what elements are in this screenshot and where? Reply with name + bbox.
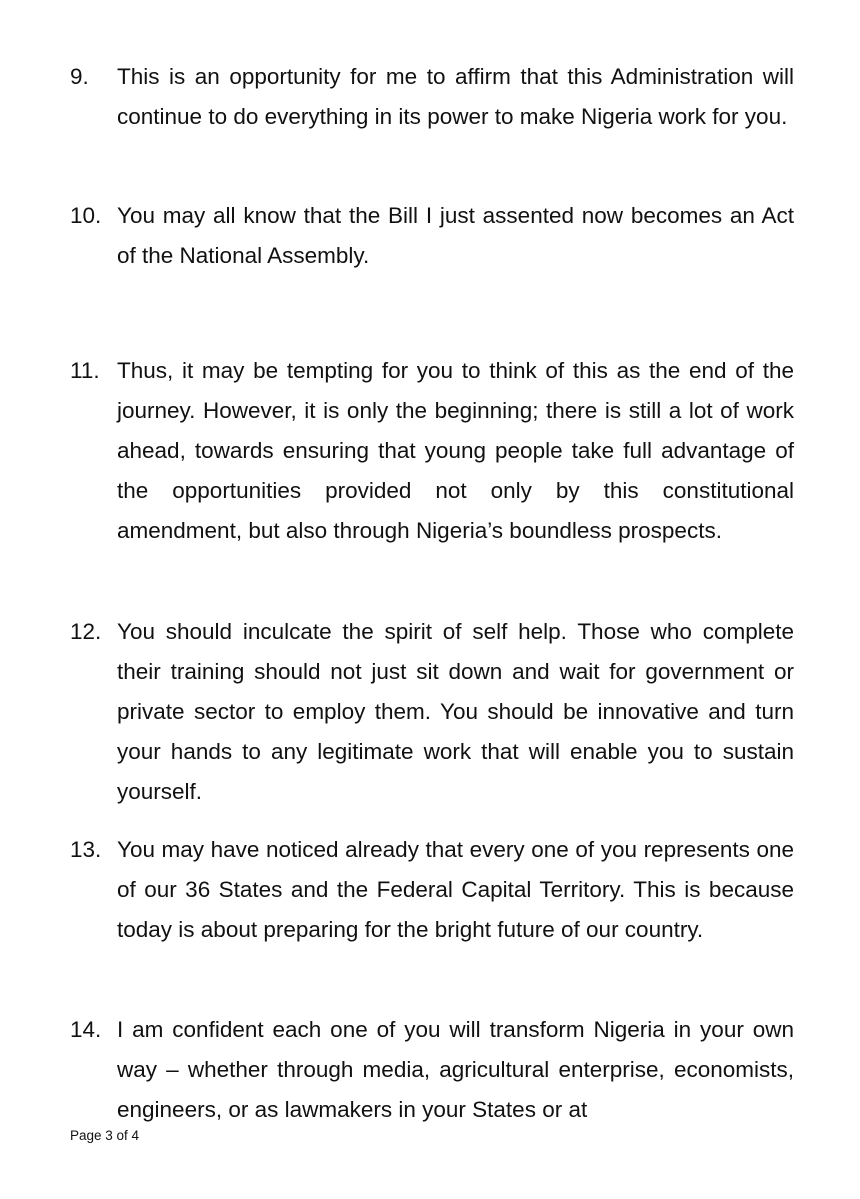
- paragraph-text: You should inculcate the spirit of self help. Those who complete their training should not just sit down and wait for government or private sector to employ them. You should be innovative and turn your hands to any legitimate work that will enable you to sustain yourself.: [117, 619, 794, 804]
- paragraph-text: I am confident each one of you will transform Nigeria in your own way – whether through media, agricultural enterprise, economists, engineers, or as lawmakers in your States or at: [117, 1017, 794, 1122]
- paragraph-number: 12.: [70, 619, 102, 644]
- paragraph-text: You may all know that the Bill I just assented now becomes an Act of the National Assembly.: [117, 203, 794, 268]
- paragraph-text: Thus, it may be tempting for you to think of this as the end of the journey. However, it is only the beginning; there is still a lot of work ahead, towards ensuring that young people take full advantage of the opportunities provided not only by this constitutional amendment, but also through Nigeria’s boundless prospects.: [117, 358, 794, 543]
- paragraph-number: 13.: [70, 837, 102, 862]
- paragraph-11: [70, 351, 794, 551]
- paragraph-10: [70, 196, 794, 276]
- paragraph-number: 10.: [70, 203, 102, 228]
- paragraph-13: [70, 830, 794, 950]
- paragraph-number: 14.: [70, 1017, 102, 1042]
- paragraph-number: 11.: [70, 358, 100, 383]
- paragraph-12: [70, 612, 794, 812]
- paragraph-text: You may have noticed already that every one of you represents one of our 36 States and the Federal Capital Territory. This is because today is about preparing for the bright future of our country.: [117, 837, 794, 942]
- page-footer: Page 3 of 4: [70, 1128, 140, 1143]
- paragraph-9: [70, 57, 794, 137]
- paragraph-text: This is an opportunity for me to affirm that this Administration will continue to do everything in its power to make Nigeria work for you.: [117, 64, 794, 129]
- paragraph-14: [70, 1010, 794, 1130]
- paragraph-number: 9.: [70, 64, 89, 89]
